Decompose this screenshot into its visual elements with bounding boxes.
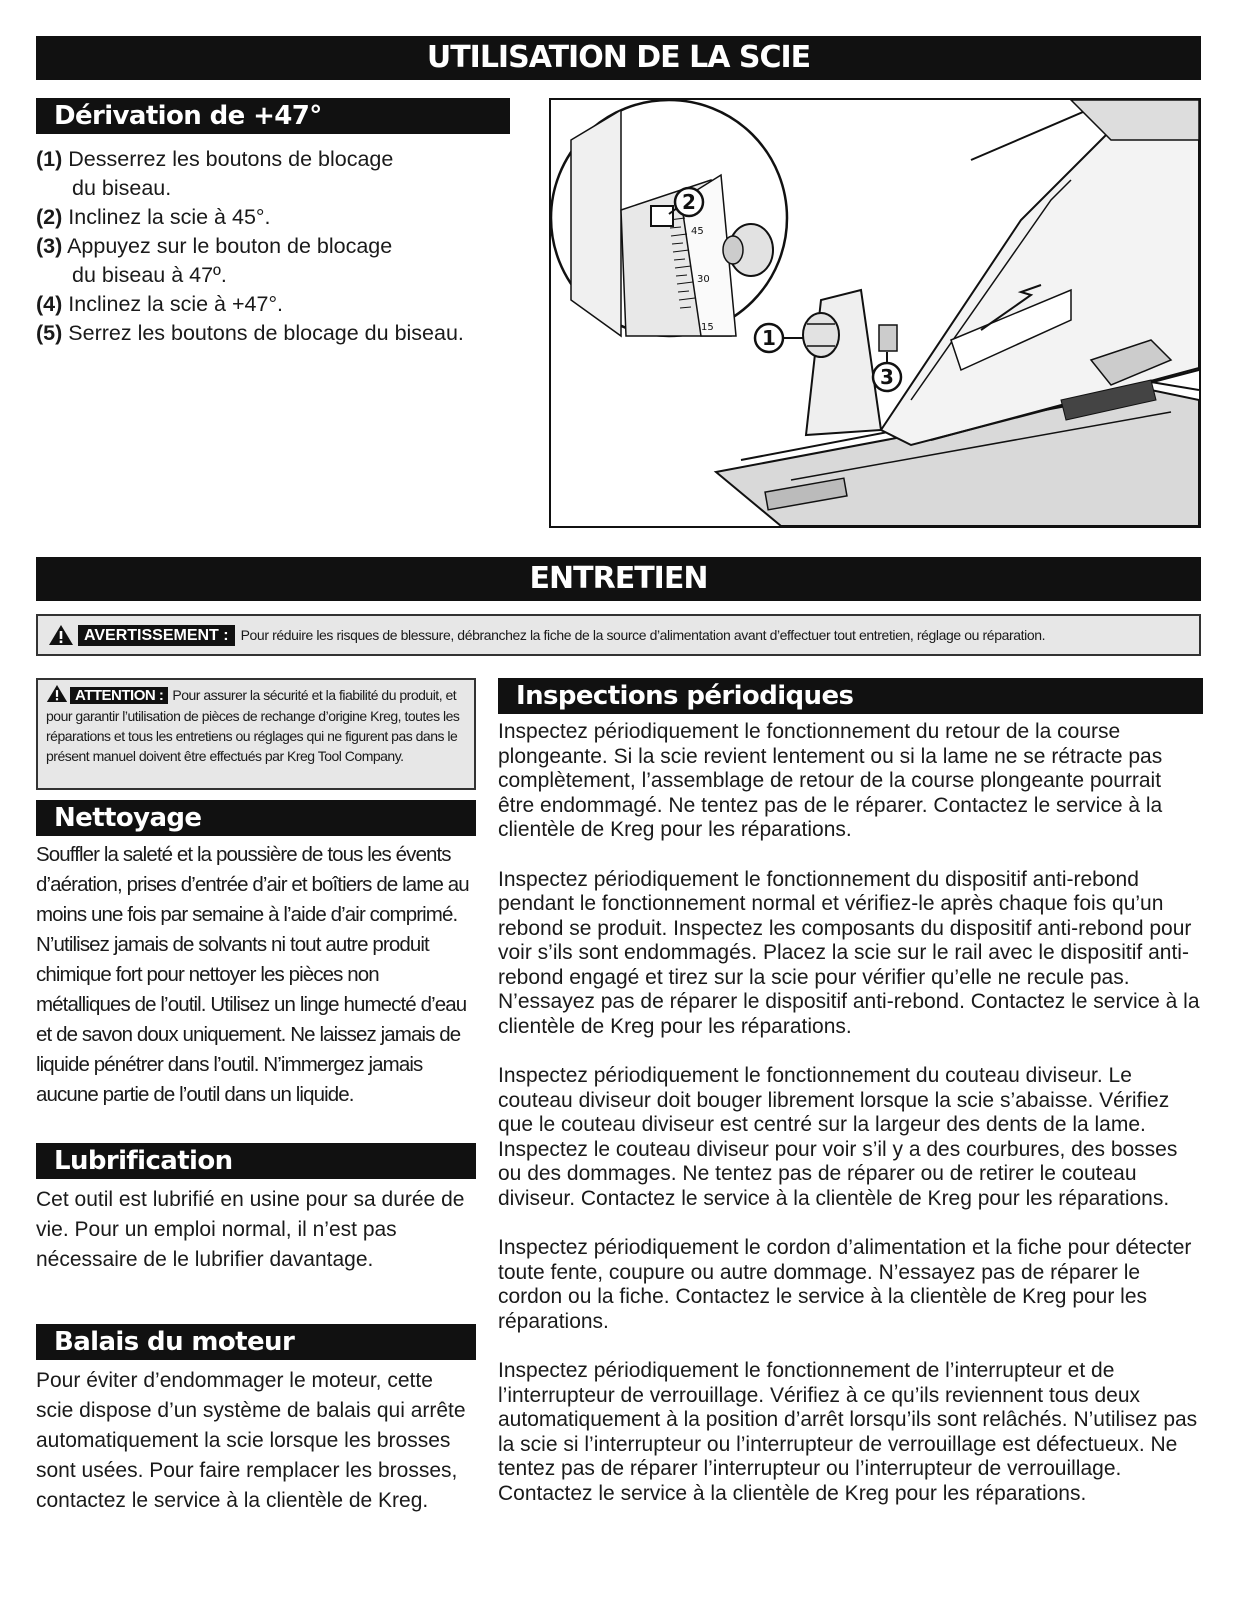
balais-text: Pour éviter d’endommager le moteur, cette scie dispose d’un système de balais qui arrête automatiquement la scie lorsque les brosses sont usées. Pour faire remplacer les brosses, contactez le service à la clientèle de Kreg. [36,1369,466,1512]
callout-1: 1 [762,326,776,350]
section-header-utilisation: UTILISATION DE LA SCIE [36,36,1201,80]
lubrification-title: Lubrification [36,1143,476,1179]
warning-box [36,614,1201,656]
step-3: (3) Appuyez sur le bouton de blocage [36,234,393,258]
warning-icon [48,624,74,646]
lubrification-text: Cet outil est lubrifié en usine pour sa durée de vie. Pour un emploi normal, il n’est pas nécessaire de le lubrifier davantage. [36,1188,465,1271]
derivation-steps: (1) Desserrez les boutons de blocage du biseau. (2) Inclinez la scie à 45°. (3) Appuyez sur le bouton de blocage du biseau à 47º. (4) Inclinez la scie à +47°. (5) Serrez les boutons de blocage du biseau. [36,145,516,348]
scale-label-45: 45 [691,226,704,237]
caution-icon [46,684,68,703]
derivation-title: Dérivation de +47° [36,98,510,134]
attention-box [36,678,476,790]
inspections-body [498,720,1203,1531]
warning-text: Pour réduire les risques de blessure, débranchez la fiche de la source d’alimentation avant d’effectuer tout entretien, réglage ou réparation. [240,627,1046,643]
scale-label-15: 15 [701,322,714,333]
inspection-paragraph: Inspectez périodiquement le cordon d’alimentation et la fiche pour détecter toute fente, coupure ou autre dommage. N’essayez pas de réparer le cordon ou la fiche. Contactez le service à la clientèle de Kreg pour les réparations. [498,1236,1192,1333]
inspection-paragraph: Inspectez périodiquement le fonctionnement du retour de la course plongeante. Si la scie revient lentement ou si la lame ne se rétracte pas complètement, l’assemblage de retour de la course plongeante pourrait être endommagé. Ne tentez pas de le réparer. Contactez le service à la clientèle de Kreg pour les réparations. [498,720,1163,841]
callout-3: 3 [880,365,894,389]
step-2: (2) Inclinez la scie à 45°. [36,205,271,229]
attention-label: ATTENTION : [70,687,168,704]
attention-text: Pour assurer la sécurité et la fiabilité du produit, et pour garantir l’utilisation de pièces de rechange d’origine Kreg, toutes les réparations et tous les entretiens ou réglages qui ne figurent pas dans le présent manuel doivent être effectués par Kreg Tool Company. [46,687,460,764]
inspection-paragraph: Inspectez périodiquement le fonctionnement du couteau diviseur. Le couteau diviseur doit bouger librement lorsque la scie s’abaisse. Vérifiez que le couteau diviseur est centré sur la largeur des dents de la lame. Inspectez le couteau diviseur pour voir s’il y a des courbures, des bosses ou des dommages. Ne tentez pas de réparer ou de retirer le couteau diviseur. Contactez le service à la clientèle de Kreg pour les réparations. [498,1064,1178,1210]
inspections-title: Inspections périodiques [498,678,1203,714]
warning-label: AVERTISSEMENT : [78,625,235,646]
inspection-paragraph: Inspectez périodiquement le fonctionnement de l’interrupteur et de l’interrupteur de verrouillage. Vérifiez à ce qu’ils reviennent tous deux automatiquement à la position d’arrêt lorsqu’ils sont relâchés. N’utilisez pas la scie si l’interrupteur ou l’interrupteur de verrouillage est défectueux. Ne tentez pas de réparer l’interrupteur ou l’interrupteur de verrouillage. Contactez le service à la clientèle de Kreg pour les réparations. [498,1359,1198,1505]
saw-drawing [551,100,1199,526]
inspection-paragraph: Inspectez périodiquement le fonctionnement du dispositif anti-rebond pendant le fonctionnement normal et vérifiez-le après chaque fois qu’un rebond se produit. Inspectez les composants du dispositif anti-rebond pour voir s’ils sont endommagés. Placez la scie sur le rail avec le dispositif anti-rebond engagé et tirez sur la scie pour vérifier qu’elle ne recule pas. N’essayez pas de réparer le dispositif anti-rebond. Contactez le service à la clientèle de Kreg pour les réparations. [498,867,1200,1038]
scale-label-30: 30 [697,274,710,285]
step-1: (1) Desserrez les boutons de blocage [36,147,394,171]
section-header-entretien: ENTRETIEN [36,557,1201,601]
nettoyage-title: Nettoyage [36,800,476,836]
step-4: (4) Inclinez la scie à +47°. [36,292,284,316]
balais-title: Balais du moteur [36,1324,476,1360]
step-5: (5) Serrez les boutons de blocage du biseau. [36,321,464,345]
bevel-adjustment-illustration [549,98,1201,528]
callout-2: 2 [682,190,696,214]
nettoyage-text: Souffler la saleté et la poussière de tous les évents d’aération, prises d’entrée d’air et boîtiers de lame au moins une fois par semaine à l’aide d’air comprimé. N’utilisez jamais de solvants ni tout autre produit chimique fort pour nettoyer les pièces non métalliques de l’outil. Utilisez un linge humecté d’eau et de savon doux uniquement. Ne laissez jamais de liquide pénétrer dans l’outil. N’immergez jamais aucune partie de l’outil dans un liquide. [36,843,469,1106]
